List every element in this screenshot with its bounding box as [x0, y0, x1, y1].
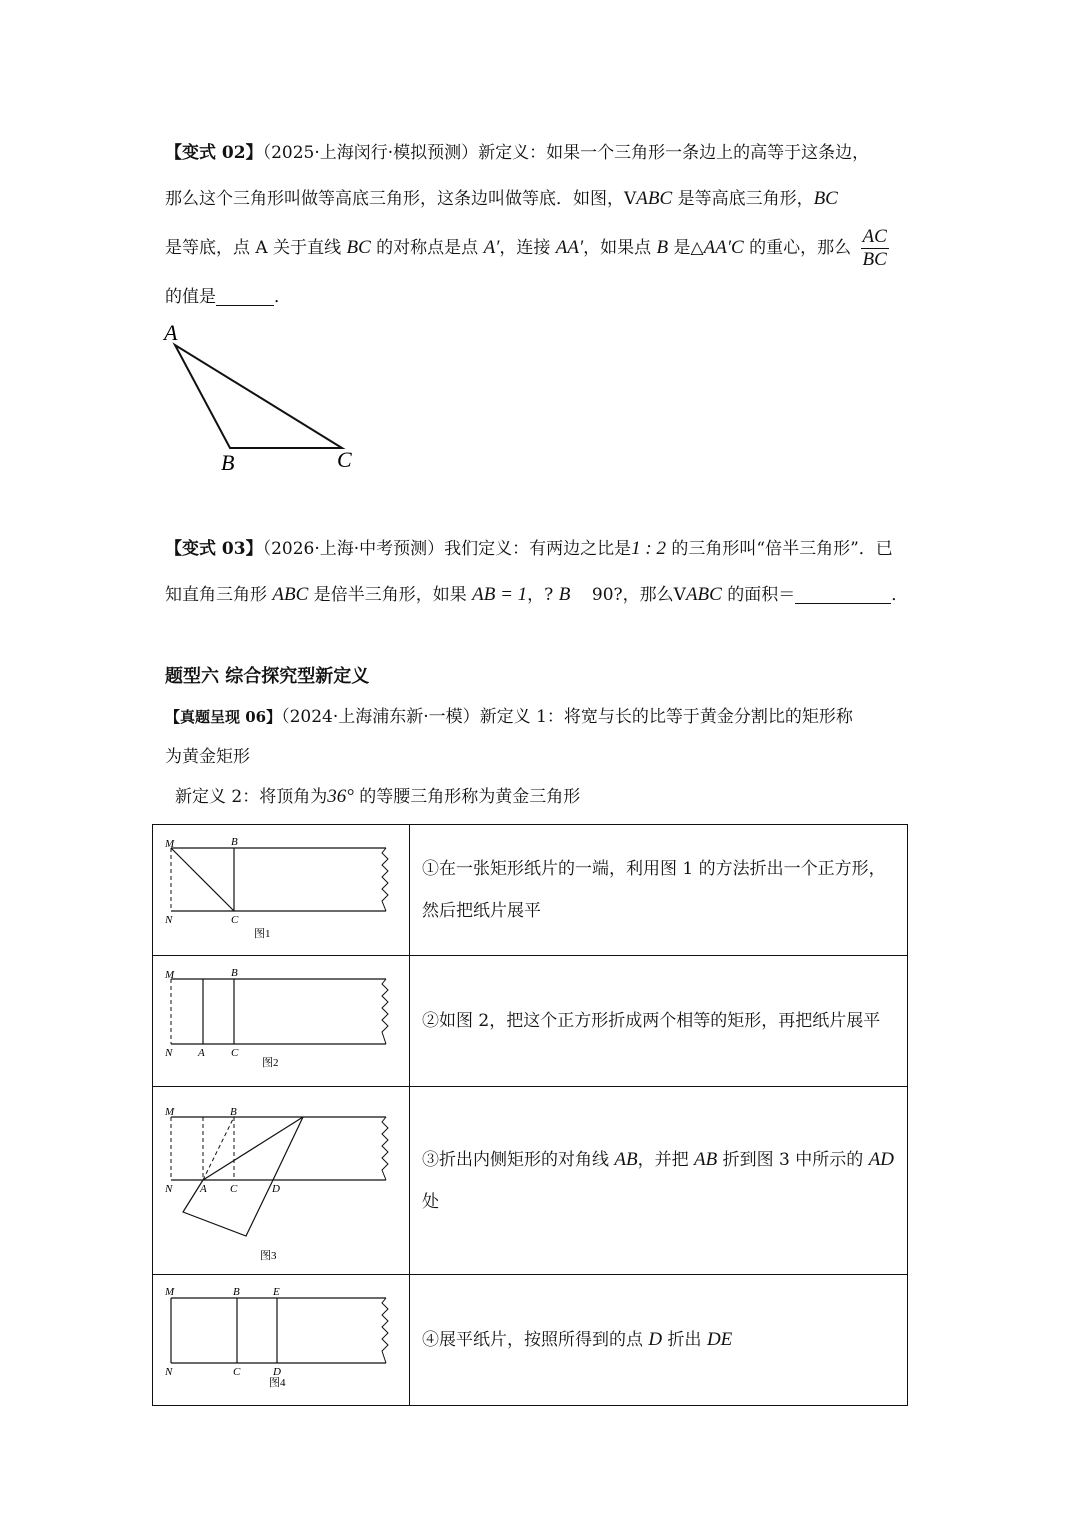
a-prime-label: A′ [483, 237, 500, 258]
fraction-numerator: AC [862, 226, 887, 247]
figure-4-caption: 图4 [269, 1377, 286, 1389]
v03-text-2d: 90?，那么 [570, 585, 674, 605]
v02-line-2 [165, 176, 915, 222]
v02-tag: 【变式 02】 [165, 143, 263, 163]
label-n: N [165, 914, 173, 926]
zt06-def-2 [165, 777, 915, 817]
figure-4-cell [153, 1275, 410, 1406]
v02-end: ． [274, 287, 291, 307]
v02-line-3 [165, 222, 915, 274]
vertex-c-label: C [337, 447, 352, 472]
label-n: N [165, 1047, 173, 1059]
ad-label: AD [868, 1148, 895, 1170]
figure-1 [153, 825, 409, 951]
v02-text-3f: 的重心，那么 [743, 238, 857, 258]
step-4-text [410, 1275, 908, 1406]
v03-text-2c: ，? [527, 585, 559, 605]
triangle-abc [175, 345, 342, 448]
step-row-3 [153, 1087, 908, 1275]
zt06-text-1: 新定义 1：将宽与长的比等于黄金分割比的矩形称 [479, 707, 853, 727]
step-row-4 [153, 1275, 908, 1406]
fraction-ac-bc [861, 226, 889, 271]
label-m: M [165, 1286, 175, 1298]
label-d: D [273, 1366, 281, 1378]
figure-3-caption: 图3 [260, 1250, 277, 1262]
step-4-text-b: 折出 [662, 1330, 707, 1350]
area-answer-blank[interactable] [795, 583, 891, 604]
v03-line-1 [165, 526, 915, 572]
v03-tag: 【变式 03】 [165, 539, 263, 559]
v02-text-3c: ，连接 [499, 238, 556, 258]
step-3-text-b: ，并把 [637, 1149, 695, 1170]
figure-4 [153, 1275, 409, 1401]
label-b: B [231, 836, 238, 848]
zt06-line-2: 为黄金矩形 [165, 747, 250, 767]
v02-text-3a: 是等底，点 A 关于直线 [165, 238, 347, 258]
ab-label: AB [614, 1148, 638, 1170]
step-1-text: ①在一张矩形纸片的一端，利用图 1 的方法折出一个正方形，然后把纸片展平 [410, 825, 908, 956]
zt06-tag: 【真题呈现 06】 [165, 708, 282, 726]
v03-abc-2: ABC [685, 584, 722, 605]
label-b: B [233, 1286, 240, 1298]
v03-abc: ABC [272, 584, 309, 605]
figure-2-cell [153, 956, 410, 1087]
d-label: D [648, 1329, 663, 1350]
figure-1-cell [153, 825, 410, 956]
fraction-denominator: BC [862, 249, 887, 270]
triangle-symbol: V [624, 189, 637, 209]
v03-text-2a: 知直角三角形 [165, 585, 273, 605]
label-m: M [165, 969, 175, 981]
variant-03 [165, 526, 915, 618]
folding-steps-table [152, 824, 908, 1406]
figure-2 [153, 956, 409, 1082]
label-a: A [200, 1183, 207, 1195]
label-c: C [231, 1047, 239, 1059]
v03-text-2e: 的面积＝ [721, 585, 796, 605]
aa-prime-label: AA′ [555, 237, 584, 258]
v02-text-3e: 是△ [668, 238, 704, 258]
label-n: N [165, 1366, 173, 1378]
b-label: B [656, 237, 669, 258]
v02-text-1: 新定义：如果一个三角形一条边上的高等于这条边， [478, 143, 870, 163]
v02-text-3d: ，如果点 [583, 238, 657, 258]
v03-end: ． [891, 585, 909, 605]
de-label: DE [706, 1329, 733, 1350]
label-n: N [165, 1183, 173, 1195]
step-2-text: ②如图 2，把这个正方形折成两个相等的矩形，再把纸片展平 [410, 956, 908, 1087]
step-row-2 [153, 956, 908, 1087]
label-e: E [273, 1286, 280, 1298]
vertex-b-label: B [221, 450, 235, 475]
v02-text-2a: 那么这个三角形叫做等高底三角形，这条边叫做等底．如图， [165, 189, 624, 209]
v03-text-1a: 我们定义：有两边之比是 [444, 539, 632, 559]
variant-02 [165, 130, 915, 320]
label-b: B [230, 1106, 237, 1118]
v03-line-2 [165, 572, 915, 618]
zt06-line-1 [165, 697, 915, 737]
label-c: C [231, 914, 239, 926]
bc-label: BC [813, 188, 838, 209]
step-4-text-a: ④展平纸片，按照所得到的点 [422, 1330, 649, 1350]
figure-3-cell [153, 1087, 410, 1275]
step-3-text-a: ③折出内侧矩形的对角线 [422, 1149, 615, 1170]
label-m: M [165, 1106, 175, 1118]
label-c: C [233, 1366, 241, 1378]
exam-problem-06 [165, 697, 915, 817]
step-row-1 [153, 825, 908, 956]
answer-blank[interactable] [216, 285, 274, 306]
zt06-source: （2024·上海浦东新·一模） [281, 707, 480, 727]
angle-36: 36° [327, 786, 354, 807]
label-d: D [272, 1183, 280, 1195]
v02-source: （2025·上海闵行·模拟预测） [262, 143, 479, 163]
vertex-a-label: A [164, 320, 178, 345]
triangle-abc-figure [150, 315, 380, 485]
def2-text-a: 新定义 2：将顶角为 [175, 787, 328, 807]
v03-text-1b: 的三角形叫“倍半三角形”．已 [665, 539, 893, 559]
figure-3 [153, 1087, 409, 1270]
def2-text-b: 的等腰三角形称为黄金三角形 [353, 787, 581, 807]
label-b: B [231, 967, 238, 979]
ab-label-2: AB [694, 1148, 718, 1170]
v03-b: B [558, 584, 571, 605]
figure-2-caption: 图2 [262, 1057, 279, 1069]
v03-text-2b: 是倍半三角形，如果 [308, 585, 473, 605]
step-3-text-c: 折到图 3 中所示的 [717, 1149, 869, 1170]
ab-equals: AB = 1 [472, 584, 528, 605]
aac-label: AA′C [703, 237, 744, 258]
step-3-text-d: 处 [422, 1191, 439, 1212]
v02-text-2b: 是等高底三角形， [672, 189, 814, 209]
v03-source: （2026·上海·中考预测） [262, 539, 445, 559]
section-title: 题型六 综合探究型新定义 [165, 666, 370, 687]
bc-label-2: BC [346, 237, 371, 258]
ratio-label: 1 : 2 [631, 538, 666, 559]
v02-text-3b: 的对称点是点 [370, 238, 484, 258]
v02-line-4 [165, 274, 915, 320]
v02-text-4: 的值是 [165, 287, 216, 307]
label-a: A [198, 1047, 205, 1059]
v03-triangle-symbol: V [673, 585, 686, 605]
abc-label: ABC [636, 188, 673, 209]
figure-1-caption: 图1 [254, 928, 271, 940]
label-m: M [165, 838, 175, 850]
v02-line-1 [165, 130, 915, 176]
label-c: C [230, 1183, 238, 1195]
step-3-text [410, 1087, 908, 1275]
